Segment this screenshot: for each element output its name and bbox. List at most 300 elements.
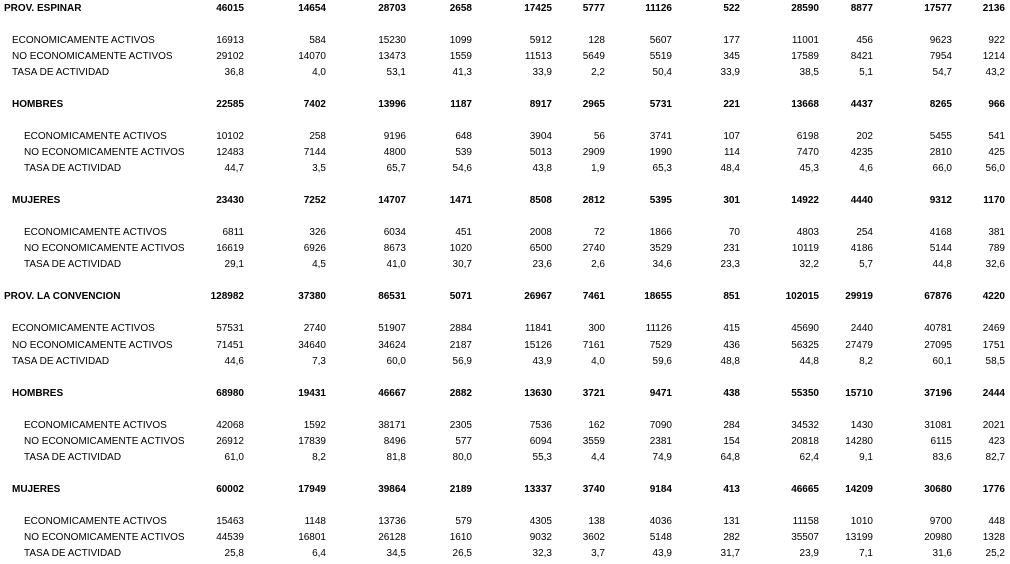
detail-row xyxy=(0,145,1010,161)
cell-value: 8496 xyxy=(383,436,406,447)
cell-value: 10102 xyxy=(216,131,244,142)
cell-value: 4220 xyxy=(982,291,1005,302)
cell-value: 65,7 xyxy=(386,163,406,174)
cell-value: 6115 xyxy=(930,436,952,447)
group-row xyxy=(0,482,1010,498)
cell-value: 2021 xyxy=(982,420,1005,431)
cell-value: 42068 xyxy=(216,420,244,431)
detail-row xyxy=(0,65,1010,81)
cell-value: 8,2 xyxy=(859,356,873,367)
cell-value: 62,4 xyxy=(799,452,819,463)
cell-value: 29102 xyxy=(216,51,244,62)
cell-value: 45690 xyxy=(791,323,819,334)
cell-value: 26967 xyxy=(524,291,552,302)
cell-value: 162 xyxy=(588,420,605,431)
cell-value: 83,6 xyxy=(932,452,952,463)
cell-value: 1020 xyxy=(449,243,472,254)
cell-value: 1776 xyxy=(982,484,1005,495)
cell-value: 282 xyxy=(723,532,740,543)
cell-value: 67876 xyxy=(924,291,952,302)
cell-value: 851 xyxy=(723,291,740,302)
cell-value: 1559 xyxy=(449,51,472,62)
cell-value: 4,4 xyxy=(591,452,605,463)
cell-value: 539 xyxy=(455,147,472,158)
cell-value: 14922 xyxy=(791,195,819,206)
cell-value: 64,8 xyxy=(720,452,740,463)
cell-value: 55350 xyxy=(791,388,819,399)
cell-value: 86531 xyxy=(378,291,406,302)
cell-value: 26128 xyxy=(378,532,406,543)
cell-value: 48,4 xyxy=(720,163,740,174)
cell-value: 30,7 xyxy=(452,259,472,270)
cell-value: 114 xyxy=(724,147,740,158)
cell-value: 32,2 xyxy=(799,259,819,270)
cell-value: 5777 xyxy=(582,3,605,14)
cell-value: 3,7 xyxy=(591,548,605,559)
cell-value: 53,1 xyxy=(386,67,406,78)
cell-value: 1214 xyxy=(982,51,1005,62)
cell-value: 25,2 xyxy=(985,548,1005,559)
cell-value: 45,3 xyxy=(799,163,819,174)
detail-row xyxy=(0,530,1010,546)
cell-value: 11126 xyxy=(645,3,672,14)
cell-value: 32,3 xyxy=(532,548,552,559)
cell-value: 9623 xyxy=(929,35,952,46)
cell-value: 20980 xyxy=(924,532,952,543)
cell-value: 7161 xyxy=(582,340,605,351)
cell-value: 13473 xyxy=(378,51,406,62)
row-label: ECONOMICAMENTE ACTIVOS xyxy=(12,323,155,334)
cell-value: 584 xyxy=(309,35,326,46)
cell-value: 46015 xyxy=(216,3,244,14)
cell-value: 56 xyxy=(593,131,605,142)
detail-row xyxy=(0,418,1010,434)
cell-value: 30680 xyxy=(924,484,952,495)
row-label: TASA DE ACTIVIDAD xyxy=(12,356,110,367)
cell-value: 966 xyxy=(988,99,1005,110)
cell-value: 7536 xyxy=(529,420,552,431)
cell-value: 13668 xyxy=(791,99,819,110)
cell-value: 7,1 xyxy=(859,548,873,559)
cell-value: 33,9 xyxy=(720,67,740,78)
cell-value: 26912 xyxy=(216,436,244,447)
cell-value: 2,6 xyxy=(591,259,605,270)
cell-value: 1592 xyxy=(303,420,326,431)
cell-value: 2882 xyxy=(449,388,472,399)
cell-value: 2740 xyxy=(582,243,605,254)
cell-value: 44,8 xyxy=(799,356,819,367)
cell-value: 55,3 xyxy=(532,452,552,463)
cell-value: 8917 xyxy=(529,99,552,110)
cell-value: 6,4 xyxy=(312,548,326,559)
cell-value: 23,3 xyxy=(720,259,740,270)
detail-row xyxy=(0,33,1010,49)
detail-row xyxy=(0,241,1010,257)
cell-value: 3529 xyxy=(649,243,672,254)
cell-value: 8508 xyxy=(529,195,552,206)
cell-value: 5013 xyxy=(529,147,552,158)
cell-value: 1170 xyxy=(983,195,1005,206)
cell-value: 6198 xyxy=(796,131,819,142)
cell-value: 9196 xyxy=(383,131,406,142)
cell-value: 6811 xyxy=(222,227,244,238)
cell-value: 7252 xyxy=(303,195,326,206)
cell-value: 2884 xyxy=(449,323,472,334)
cell-value: 81,8 xyxy=(386,452,406,463)
cell-value: 4800 xyxy=(383,147,406,158)
cell-value: 58,5 xyxy=(985,356,1005,367)
row-label: NO ECONOMICAMENTE ACTIVOS xyxy=(24,147,185,158)
cell-value: 7090 xyxy=(649,420,672,431)
cell-value: 4186 xyxy=(850,243,873,254)
cell-value: 22585 xyxy=(216,99,244,110)
cell-value: 54,7 xyxy=(932,67,952,78)
cell-value: 34,5 xyxy=(386,548,406,559)
cell-value: 6500 xyxy=(529,243,552,254)
cell-value: 4235 xyxy=(850,147,873,158)
detail-row xyxy=(0,338,1010,354)
cell-value: 5148 xyxy=(649,532,672,543)
group-row xyxy=(0,193,1010,209)
cell-value: 54,6 xyxy=(452,163,472,174)
cell-value: 71451 xyxy=(216,340,244,351)
cell-value: 70 xyxy=(728,227,740,238)
cell-value: 413 xyxy=(723,484,740,495)
detail-row xyxy=(0,225,1010,241)
cell-value: 6094 xyxy=(529,436,552,447)
cell-value: 11841 xyxy=(524,323,552,334)
cell-value: 50,4 xyxy=(652,67,672,78)
cell-value: 2740 xyxy=(303,323,326,334)
cell-value: 9184 xyxy=(649,484,672,495)
cell-value: 5455 xyxy=(929,131,952,142)
detail-row xyxy=(0,49,1010,65)
cell-value: 326 xyxy=(309,227,326,238)
cell-value: 5395 xyxy=(649,195,672,206)
cell-value: 46665 xyxy=(791,484,819,495)
detail-row xyxy=(0,434,1010,450)
row-label: NO ECONOMICAMENTE ACTIVOS xyxy=(24,243,185,254)
cell-value: 5,1 xyxy=(859,67,873,78)
group-row xyxy=(0,386,1010,402)
cell-value: 3,5 xyxy=(312,163,326,174)
cell-value: 8673 xyxy=(383,243,406,254)
cell-value: 51907 xyxy=(378,323,406,334)
cell-value: 2469 xyxy=(982,323,1005,334)
cell-value: 648 xyxy=(455,131,472,142)
cell-value: 4,0 xyxy=(591,356,605,367)
cell-value: 31,6 xyxy=(932,548,952,559)
cell-value: 60,0 xyxy=(386,356,406,367)
cell-value: 128982 xyxy=(210,291,244,302)
cell-value: 1430 xyxy=(850,420,873,431)
row-label: HOMBRES xyxy=(12,99,64,110)
cell-value: 23,9 xyxy=(799,548,819,559)
cell-value: 107 xyxy=(723,131,740,142)
cell-value: 448 xyxy=(988,516,1005,527)
cell-value: 37196 xyxy=(924,388,952,399)
cell-value: 8265 xyxy=(929,99,952,110)
cell-value: 5071 xyxy=(449,291,472,302)
cell-value: 13630 xyxy=(524,388,552,399)
cell-value: 2444 xyxy=(982,388,1005,399)
cell-value: 23430 xyxy=(216,195,244,206)
cell-value: 34532 xyxy=(791,420,819,431)
cell-value: 6926 xyxy=(303,243,326,254)
cell-value: 3740 xyxy=(582,484,605,495)
cell-value: 177 xyxy=(723,35,740,46)
cell-value: 3602 xyxy=(582,532,605,543)
row-label: TASA DE ACTIVIDAD xyxy=(24,259,122,270)
detail-row xyxy=(0,129,1010,145)
cell-value: 65,3 xyxy=(652,163,672,174)
cell-value: 438 xyxy=(723,388,740,399)
cell-value: 31081 xyxy=(924,420,952,431)
cell-value: 38,5 xyxy=(799,67,819,78)
cell-value: 56325 xyxy=(791,340,819,351)
cell-value: 61,0 xyxy=(224,452,244,463)
cell-value: 4168 xyxy=(929,227,952,238)
cell-value: 23,6 xyxy=(532,259,552,270)
cell-value: 2136 xyxy=(982,3,1005,14)
cell-value: 2008 xyxy=(529,227,552,238)
province-row xyxy=(0,289,1010,305)
cell-value: 7,3 xyxy=(312,356,326,367)
detail-row xyxy=(0,450,1010,466)
cell-value: 14070 xyxy=(298,51,326,62)
cell-value: 8877 xyxy=(850,3,873,14)
cell-value: 7529 xyxy=(649,340,672,351)
cell-value: 5519 xyxy=(649,51,672,62)
cell-value: 29,1 xyxy=(224,259,244,270)
cell-value: 1099 xyxy=(449,35,472,46)
cell-value: 1866 xyxy=(649,227,672,238)
cell-value: 13736 xyxy=(378,516,406,527)
cell-value: 1148 xyxy=(304,516,326,527)
cell-value: 15126 xyxy=(524,340,552,351)
cell-value: 60,1 xyxy=(932,356,952,367)
cell-value: 26,5 xyxy=(452,548,472,559)
cell-value: 15463 xyxy=(216,516,244,527)
cell-value: 48,8 xyxy=(720,356,740,367)
cell-value: 4,0 xyxy=(312,67,326,78)
cell-value: 2658 xyxy=(449,3,472,14)
cell-value: 425 xyxy=(988,147,1005,158)
detail-row xyxy=(0,321,1010,337)
cell-value: 17589 xyxy=(791,51,819,62)
cell-value: 34640 xyxy=(298,340,326,351)
cell-value: 2909 xyxy=(582,147,605,158)
cell-value: 1610 xyxy=(449,532,472,543)
row-label: NO ECONOMICAMENTE ACTIVOS xyxy=(12,340,173,351)
cell-value: 2305 xyxy=(449,420,472,431)
cell-value: 13337 xyxy=(524,484,552,495)
cell-value: 154 xyxy=(723,436,740,447)
detail-row xyxy=(0,257,1010,273)
row-label: MUJERES xyxy=(12,484,61,495)
cell-value: 381 xyxy=(988,227,1005,238)
cell-value: 301 xyxy=(723,195,740,206)
cell-value: 19431 xyxy=(298,388,326,399)
cell-value: 9471 xyxy=(649,388,672,399)
row-label: ECONOMICAMENTE ACTIVOS xyxy=(24,420,167,431)
cell-value: 25,8 xyxy=(224,548,244,559)
cell-value: 74,9 xyxy=(652,452,672,463)
cell-value: 10119 xyxy=(791,243,819,254)
cell-value: 345 xyxy=(723,51,740,62)
cell-value: 43,2 xyxy=(985,67,1005,78)
cell-value: 3559 xyxy=(582,436,605,447)
cell-value: 4305 xyxy=(529,516,552,527)
cell-value: 9,1 xyxy=(859,452,873,463)
cell-value: 39864 xyxy=(378,484,406,495)
row-label: NO ECONOMICAMENTE ACTIVOS xyxy=(12,51,173,62)
cell-value: 82,7 xyxy=(985,452,1005,463)
cell-value: 2812 xyxy=(582,195,605,206)
cell-value: 3741 xyxy=(649,131,672,142)
cell-value: 15230 xyxy=(378,35,406,46)
cell-value: 138 xyxy=(588,516,605,527)
cell-value: 2440 xyxy=(850,323,873,334)
cell-value: 7402 xyxy=(303,99,326,110)
cell-value: 46667 xyxy=(378,388,406,399)
cell-value: 5912 xyxy=(529,35,552,46)
cell-value: 231 xyxy=(723,243,740,254)
cell-value: 9312 xyxy=(929,195,952,206)
cell-value: 4803 xyxy=(796,227,819,238)
cell-value: 5607 xyxy=(649,35,672,46)
cell-value: 41,0 xyxy=(386,259,406,270)
cell-value: 128 xyxy=(588,35,605,46)
cell-value: 44539 xyxy=(216,532,244,543)
detail-row xyxy=(0,161,1010,177)
cell-value: 284 xyxy=(723,420,740,431)
cell-value: 27479 xyxy=(845,340,873,351)
cell-value: 9032 xyxy=(529,532,552,543)
cell-value: 2965 xyxy=(582,99,605,110)
cell-value: 4,5 xyxy=(312,259,326,270)
cell-value: 202 xyxy=(856,131,873,142)
cell-value: 1990 xyxy=(649,147,672,158)
row-label: TASA DE ACTIVIDAD xyxy=(24,548,122,559)
cell-value: 577 xyxy=(455,436,472,447)
cell-value: 14654 xyxy=(298,3,326,14)
cell-value: 43,9 xyxy=(652,548,672,559)
cell-value: 80,0 xyxy=(452,452,472,463)
cell-value: 17839 xyxy=(298,436,326,447)
row-label: NO ECONOMICAMENTE ACTIVOS xyxy=(24,436,185,447)
cell-value: 11001 xyxy=(791,35,819,46)
cell-value: 13199 xyxy=(845,532,873,543)
cell-value: 11158 xyxy=(792,516,819,527)
cell-value: 5,7 xyxy=(859,259,873,270)
cell-value: 14209 xyxy=(845,484,873,495)
cell-value: 43,8 xyxy=(532,163,552,174)
row-label: ECONOMICAMENTE ACTIVOS xyxy=(24,516,167,527)
row-label: ECONOMICAMENTE ACTIVOS xyxy=(12,35,155,46)
cell-value: 38171 xyxy=(378,420,406,431)
cell-value: 7461 xyxy=(582,291,605,302)
cell-value: 44,7 xyxy=(224,163,244,174)
cell-value: 17949 xyxy=(298,484,326,495)
detail-row xyxy=(0,514,1010,530)
cell-value: 258 xyxy=(309,131,326,142)
cell-value: 17425 xyxy=(524,3,552,14)
cell-value: 6034 xyxy=(383,227,406,238)
cell-value: 29919 xyxy=(845,291,873,302)
cell-value: 32,6 xyxy=(985,259,1005,270)
cell-value: 31,7 xyxy=(720,548,740,559)
cell-value: 579 xyxy=(455,516,472,527)
cell-value: 68980 xyxy=(216,388,244,399)
cell-value: 59,6 xyxy=(652,356,672,367)
cell-value: 15710 xyxy=(845,388,873,399)
cell-value: 451 xyxy=(455,227,472,238)
cell-value: 40781 xyxy=(924,323,952,334)
cell-value: 28590 xyxy=(791,3,819,14)
detail-row xyxy=(0,546,1010,562)
cell-value: 36,8 xyxy=(224,67,244,78)
cell-value: 456 xyxy=(856,35,873,46)
cell-value: 8421 xyxy=(850,51,873,62)
cell-value: 1328 xyxy=(982,532,1005,543)
cell-value: 436 xyxy=(723,340,740,351)
row-label: PROV. LA CONVENCION xyxy=(4,291,121,302)
cell-value: 16801 xyxy=(298,532,326,543)
cell-value: 7470 xyxy=(796,147,819,158)
cell-value: 56,9 xyxy=(452,356,472,367)
cell-value: 18655 xyxy=(644,291,672,302)
cell-value: 1471 xyxy=(449,195,472,206)
detail-row xyxy=(0,354,1010,370)
cell-value: 14280 xyxy=(845,436,873,447)
cell-value: 3904 xyxy=(529,131,552,142)
cell-value: 41,3 xyxy=(452,67,472,78)
cell-value: 922 xyxy=(988,35,1005,46)
cell-value: 300 xyxy=(588,323,605,334)
cell-value: 423 xyxy=(988,436,1005,447)
cell-value: 28703 xyxy=(378,3,406,14)
cell-value: 44,8 xyxy=(932,259,952,270)
cell-value: 44,6 xyxy=(224,356,244,367)
cell-value: 5649 xyxy=(582,51,605,62)
cell-value: 16913 xyxy=(216,35,244,46)
cell-value: 415 xyxy=(723,323,740,334)
cell-value: 102015 xyxy=(785,291,819,302)
cell-value: 17577 xyxy=(924,3,952,14)
province-row xyxy=(0,1,1010,17)
cell-value: 1,9 xyxy=(591,163,605,174)
cell-value: 27095 xyxy=(924,340,952,351)
cell-value: 11126 xyxy=(645,323,672,334)
cell-value: 8,2 xyxy=(312,452,326,463)
cell-value: 4036 xyxy=(649,516,672,527)
cell-value: 1010 xyxy=(850,516,873,527)
cell-value: 522 xyxy=(723,3,740,14)
cell-value: 34624 xyxy=(378,340,406,351)
row-label: ECONOMICAMENTE ACTIVOS xyxy=(24,131,167,142)
row-label: HOMBRES xyxy=(12,388,64,399)
cell-value: 14707 xyxy=(378,195,406,206)
cell-value: 541 xyxy=(988,131,1005,142)
cell-value: 4,6 xyxy=(859,163,873,174)
cell-value: 5144 xyxy=(929,243,952,254)
row-label: TASA DE ACTIVIDAD xyxy=(24,452,122,463)
cell-value: 7954 xyxy=(929,51,952,62)
cell-value: 13996 xyxy=(378,99,406,110)
cell-value: 1187 xyxy=(450,99,472,110)
cell-value: 254 xyxy=(856,227,873,238)
